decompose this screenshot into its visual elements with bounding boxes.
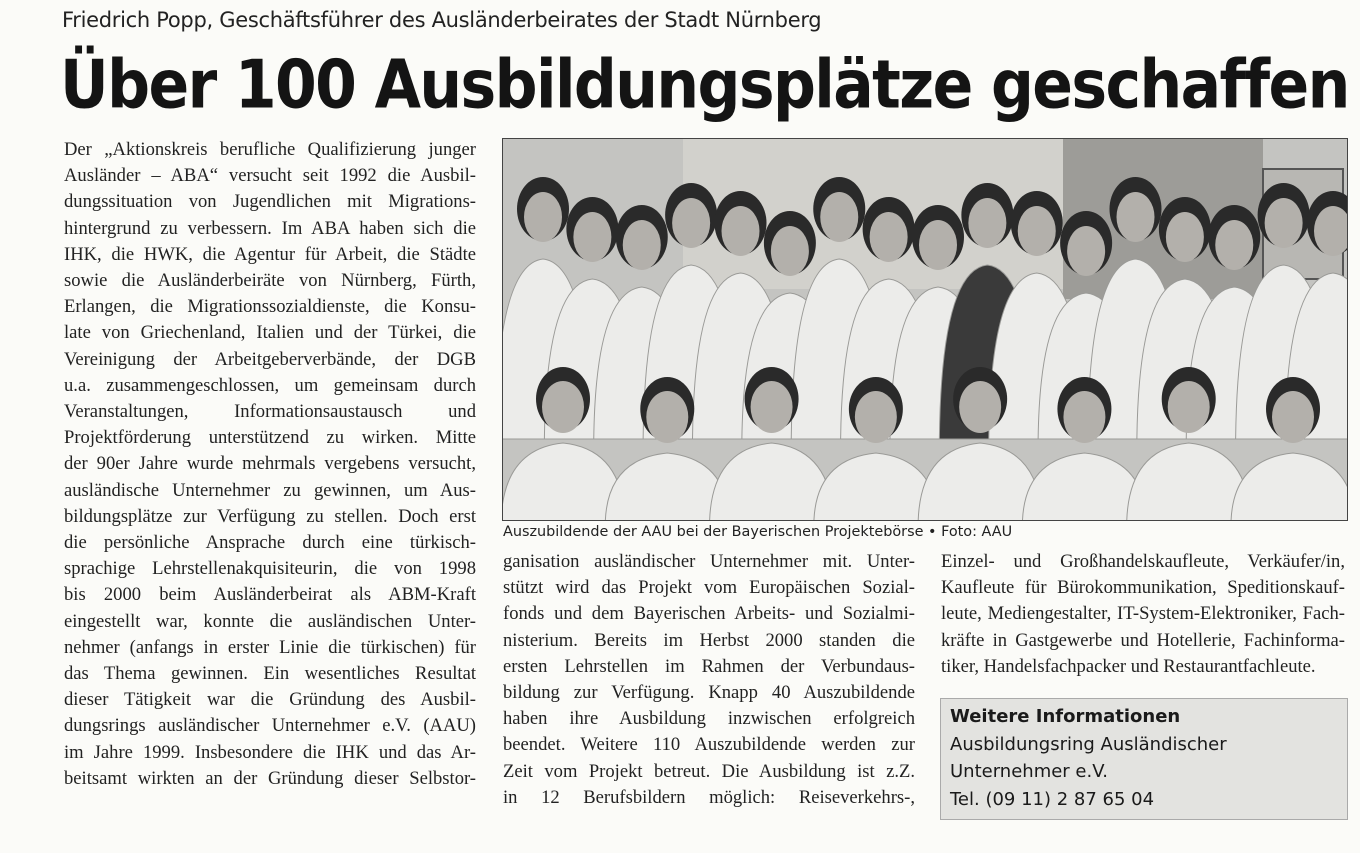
text-line: bildungsplätze zur Verfügung zu stellen. Doch erst (64, 505, 476, 527)
text-line: beendet. Weitere 110 Auszubildende werden zur (503, 734, 915, 756)
text-line: Einzel- und Großhandelskaufleute, Verkäufer/in, (941, 551, 1345, 572)
photo-person-face (573, 212, 611, 262)
photo-person-face (623, 220, 661, 270)
photo-person-face (1272, 391, 1314, 443)
text-line: der 90er Jahre wurde mehrmals vergebens versucht, (64, 453, 476, 475)
info-box-title: Weitere Informationen (950, 706, 1181, 727)
text-line: IHK, die HWK, die Agentur für Arbeit, die Städte (64, 243, 476, 265)
photo-person-face (1168, 381, 1210, 433)
text-line: ausländische Unternehmer zu gewinnen, um Aus- (64, 479, 476, 501)
photo-caption: Auszubildende der AAU bei der Bayerischen Projektebörse • Foto: AAU (503, 524, 1013, 540)
group-photo-image (503, 139, 1348, 521)
photo-person-face (722, 206, 760, 256)
photo-person-face (524, 192, 562, 242)
info-box-organization-suffix: Unternehmer e.V. (950, 761, 1108, 782)
text-line: dungsrings ausländischer Unternehmer e.V. (AAU) (64, 715, 476, 737)
text-line: bildung zur Verfügung. Knapp 40 Auszubildende (503, 682, 915, 704)
text-line: leute, Mediengestalter, IT-System-Elektroniker, Fach- (941, 603, 1345, 625)
photo-person-face (1018, 206, 1056, 256)
text-line: das Thema gewinnen. Ein wesentliches Resultat (64, 663, 476, 685)
text-line: kräfte in Gastgewerbe und Hotellerie, Fachinforma- (941, 629, 1345, 651)
photo-person-face (1063, 391, 1105, 443)
text-line: in 12 Berufsbildern möglich: Reiseverkehrs-, (503, 786, 915, 808)
text-line: u.a. zusammengeschlossen, um gemeinsam durch (64, 374, 476, 396)
text-line: ersten Lehrstellen im Rahmen der Verbundaus- (503, 655, 915, 677)
text-line: Veranstaltungen, Informationsaustausch und (64, 401, 476, 423)
text-line: fonds und dem Bayerischen Arbeits- und Sozialmi- (503, 603, 915, 625)
photo-person-face (919, 220, 957, 270)
text-line: nisterium. Bereits im Herbst 2000 standen die (503, 629, 915, 651)
article-kicker: Friedrich Popp, Geschäftsführer des Ausländerbeirates der Stadt Nürnberg (62, 8, 822, 32)
info-box-phone: Tel. (09 11) 2 87 65 04 (950, 788, 1155, 810)
info-box (940, 698, 1348, 820)
group-photo (502, 138, 1348, 521)
text-line: Vereinigung der Arbeitgeberverbände, der DGB (64, 348, 476, 370)
text-line: Erlangen, die Migrationssozialdienste, die Konsu- (64, 296, 476, 318)
text-line: ganisation ausländischer Unternehmer mit. Unter- (503, 551, 915, 572)
text-line: Ausländer – ABA“ versucht seit 1992 die Ausbil- (64, 165, 476, 187)
photo-person-face (855, 391, 897, 443)
text-line: tiker, Handelsfachpacker und Restaurantfachleute. (941, 655, 1316, 677)
photo-person-face (646, 391, 688, 443)
photo-person-face (1215, 220, 1253, 270)
text-line: bis 2000 beim Ausländerbeirat als ABM-Kraft (64, 584, 476, 606)
text-line: eingestellt war, konnte die ausländischen Unter- (64, 610, 476, 632)
photo-person-face (771, 226, 809, 276)
photo-person-face (542, 381, 584, 433)
text-line: haben ihre Ausbildung inzwischen erfolgreich (503, 708, 915, 730)
photo-person-face (672, 198, 710, 248)
photo-person-face (959, 381, 1001, 433)
text-line: hintergrund zu verbessern. Im ABA haben sich die (64, 217, 476, 239)
article-column-3 (941, 549, 1345, 680)
photo-person-face (1166, 212, 1204, 262)
photo-person-face (1117, 192, 1155, 242)
text-line: sowie die Ausländerbeiräte von Nürnberg, Fürth, (64, 270, 476, 292)
text-line: sprachige Lehrstellenakquisiteurin, die von 1998 (64, 558, 476, 580)
text-line: late von Griechenland, Italien und der Türkei, die (64, 322, 476, 344)
text-line: nehmer (anfangs in erster Linie die türkischen) für (64, 636, 476, 658)
article-headline: Über 100 Ausbildungsplätze geschaffen (60, 45, 1349, 125)
text-line: im Jahre 1999. Insbesondere die IHK und das Ar- (64, 741, 476, 763)
text-line: dieser Tätigkeit war die Gründung des Ausbil- (64, 689, 476, 711)
text-line: beitsamt wirkten an der Gründung dieser Selbstor- (64, 767, 476, 789)
photo-person-face (1265, 198, 1303, 248)
text-line: die persönliche Ansprache durch eine türkisch- (64, 532, 476, 554)
text-line: stützt wird das Projekt vom Europäischen Sozial- (503, 577, 915, 599)
text-line: Projektförderung unterstützend zu wirken. Mitte (64, 427, 476, 449)
photo-person-face (751, 381, 793, 433)
text-line: Zeit vom Projekt betreut. Die Ausbildung ist z.Z. (503, 760, 915, 782)
text-line: Der „Aktionskreis berufliche Qualifizierung junger (64, 139, 476, 160)
text-line: Kaufleute für Bürokommunikation, Speditionskauf- (941, 577, 1345, 599)
photo-person-face (1067, 226, 1105, 276)
photo-person-face (870, 212, 908, 262)
text-line: dungssituation von Jugendlichen mit Migrations- (64, 191, 476, 213)
photo-person-face (968, 198, 1006, 248)
article-column-1 (64, 137, 476, 792)
photo-person-face (820, 192, 858, 242)
article-column-2 (503, 549, 915, 811)
info-box-organization: Ausbildungsring Ausländischer (950, 733, 1227, 755)
